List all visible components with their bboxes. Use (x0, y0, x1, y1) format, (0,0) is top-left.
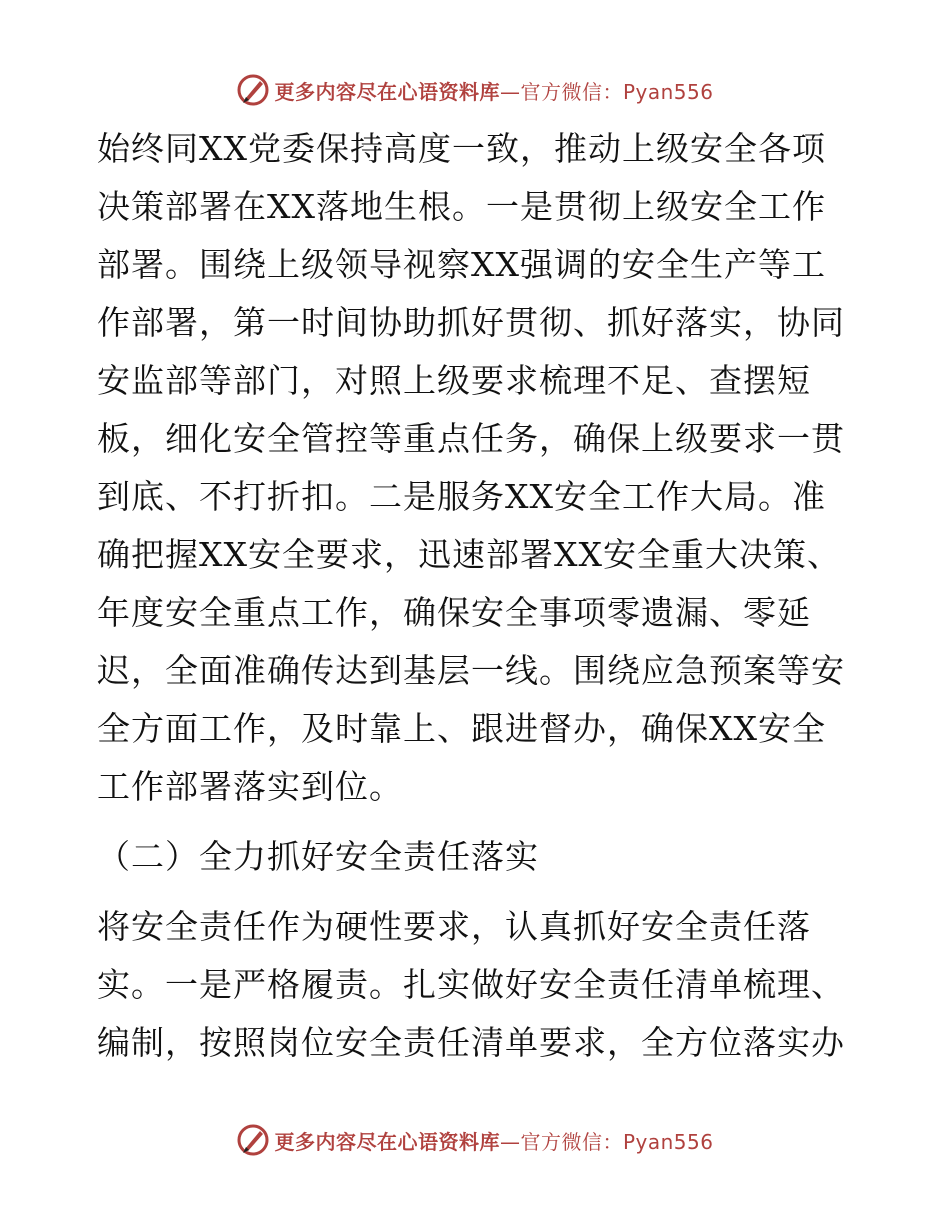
text-line: 年度安全重点工作，确保安全事项零遗漏、零延 (97, 593, 811, 632)
section-heading: （二）全力抓好安全责任落实 (97, 837, 539, 876)
quill-logo-icon (236, 1123, 270, 1157)
text-line: 实。一是严格履责。扎实做好安全责任清单梳理、 (97, 965, 845, 1004)
text-line: 编制，按照岗位安全责任清单要求，全方位落实办 (97, 1023, 845, 1062)
text-line: 全方面工作，及时靠上、跟进督办，确保XX安全 (97, 709, 826, 748)
paragraph-gap (97, 886, 857, 898)
quill-logo-icon (236, 73, 270, 107)
watermark-main-text: 更多内容尽在心语资料库 (274, 79, 500, 104)
footer-watermark (0, 1120, 950, 1160)
text-line: 工作部署落实到位。 (97, 767, 403, 806)
watermark-sub-text: —官方微信：Pyan556 (499, 1129, 714, 1154)
paragraph-2 (97, 898, 857, 1072)
watermark-main-text: 更多内容尽在心语资料库 (274, 1129, 500, 1154)
text-line: 部署。围绕上级领导视察XX强调的安全生产等工 (97, 245, 826, 284)
text-line: 到底、不打折扣。二是服务XX安全工作大局。准 (97, 477, 826, 516)
document-body (97, 120, 857, 1072)
text-line: 确把握XX安全要求，迅速部署XX安全重大决策、 (97, 535, 841, 574)
text-line: 作部署，第一时间协助抓好贯彻、抓好落实，协同 (97, 303, 845, 342)
text-line: 迟，全面准确传达到基层一线。围绕应急预案等安 (97, 651, 845, 690)
paragraph-1 (97, 120, 857, 816)
text-line: 决策部署在XX落地生根。一是贯彻上级安全工作 (97, 187, 826, 226)
text-line: 安监部等部门，对照上级要求梳理不足、查摆短 (97, 361, 811, 400)
text-line: 始终同XX党委保持高度一致，推动上级安全各项 (97, 129, 826, 168)
watermark-sub-text: —官方微信：Pyan556 (499, 79, 714, 104)
text-line: 板，细化安全管控等重点任务，确保上级要求一贯 (97, 419, 845, 458)
text-line: 将安全责任作为硬性要求，认真抓好安全责任落 (97, 907, 811, 946)
paragraph-gap (97, 816, 857, 828)
header-watermark (0, 70, 950, 110)
